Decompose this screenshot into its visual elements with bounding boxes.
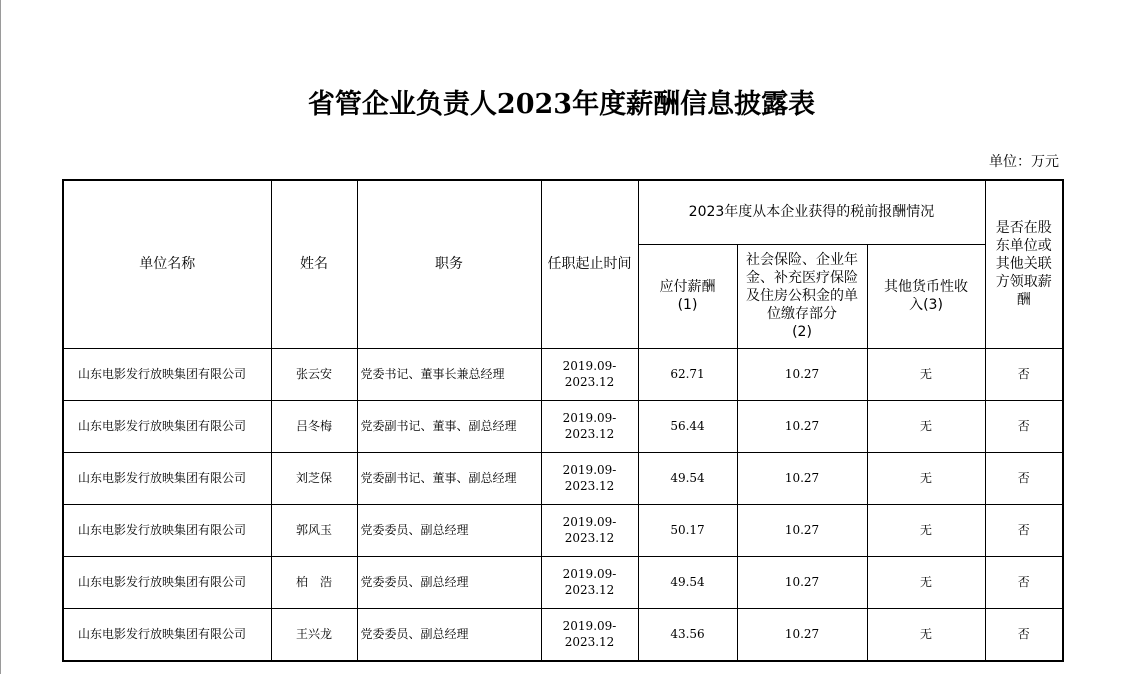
cell-social-insurance: 10.27	[737, 348, 867, 400]
cell-shareholder-pay: 否	[985, 608, 1063, 661]
header-salary: 应付薪酬 (1)	[638, 244, 737, 348]
cell-unit-name: 山东电影发行放映集团有限公司	[63, 608, 271, 661]
cell-post: 党委副书记、董事、副总经理	[357, 400, 541, 452]
cell-shareholder-pay: 否	[985, 452, 1063, 504]
table-row	[63, 556, 1063, 608]
cell-term	[541, 452, 638, 504]
table-row	[63, 504, 1063, 556]
term-start: 2019.09-	[562, 619, 617, 633]
cell-shareholder-pay: 否	[985, 348, 1063, 400]
term-start: 2019.09-	[562, 411, 617, 425]
cell-social-insurance: 10.27	[737, 504, 867, 556]
unit-label: 单位：万元	[989, 154, 1059, 170]
term-end: 2023.12	[564, 583, 615, 597]
cell-unit-name: 山东电影发行放映集团有限公司	[63, 400, 271, 452]
cell-unit-name: 山东电影发行放映集团有限公司	[63, 348, 271, 400]
header-unit-name: 单位名称	[63, 180, 271, 348]
cell-term	[541, 400, 638, 452]
cell-social-insurance: 10.27	[737, 556, 867, 608]
cell-other-income: 无	[867, 556, 985, 608]
cell-person-name: 柏 浩	[271, 556, 357, 608]
page-title: 省管企业负责人2023年度薪酬信息披露表	[307, 89, 816, 120]
header-other-income: 其他货币性收入(3)	[867, 244, 985, 348]
term-start: 2019.09-	[562, 567, 617, 581]
cell-salary: 56.44	[638, 400, 737, 452]
cell-term	[541, 556, 638, 608]
cell-person-name: 郭风玉	[271, 504, 357, 556]
header-compensation-group: 2023年度从本企业获得的税前报酬情况	[638, 180, 985, 244]
cell-social-insurance: 10.27	[737, 452, 867, 504]
cell-other-income: 无	[867, 608, 985, 661]
cell-other-income: 无	[867, 400, 985, 452]
cell-social-insurance: 10.27	[737, 400, 867, 452]
salary-table	[62, 179, 1064, 662]
cell-person-name: 吕冬梅	[271, 400, 357, 452]
cell-unit-name: 山东电影发行放映集团有限公司	[63, 556, 271, 608]
header-social-insurance: 社会保险、企业年金、补充医疗保险及住房公积金的单位缴存部分 (2)	[737, 244, 867, 348]
cell-other-income: 无	[867, 452, 985, 504]
table-row	[63, 348, 1063, 400]
cell-salary: 49.54	[638, 556, 737, 608]
term-end: 2023.12	[564, 531, 615, 545]
cell-post: 党委副书记、董事、副总经理	[357, 452, 541, 504]
term-start: 2019.09-	[562, 359, 617, 373]
term-end: 2023.12	[564, 479, 615, 493]
cell-salary: 43.56	[638, 608, 737, 661]
table-row	[63, 400, 1063, 452]
cell-other-income: 无	[867, 348, 985, 400]
term-end: 2023.12	[564, 427, 615, 441]
cell-shareholder-pay: 否	[985, 504, 1063, 556]
cell-social-insurance: 10.27	[737, 608, 867, 661]
cell-salary: 62.71	[638, 348, 737, 400]
cell-unit-name: 山东电影发行放映集团有限公司	[63, 452, 271, 504]
term-end: 2023.12	[564, 635, 615, 649]
cell-shareholder-pay: 否	[985, 400, 1063, 452]
term-start: 2019.09-	[562, 463, 617, 477]
cell-unit-name: 山东电影发行放映集团有限公司	[63, 504, 271, 556]
cell-salary: 49.54	[638, 452, 737, 504]
cell-other-income: 无	[867, 504, 985, 556]
cell-term	[541, 348, 638, 400]
term-end: 2023.12	[564, 375, 615, 389]
term-start: 2019.09-	[562, 515, 617, 529]
table-row	[63, 452, 1063, 504]
cell-person-name: 刘芝保	[271, 452, 357, 504]
header-term: 任职起止时间	[541, 180, 638, 348]
header-name: 姓名	[271, 180, 357, 348]
cell-shareholder-pay: 否	[985, 556, 1063, 608]
cell-term	[541, 608, 638, 661]
cell-post: 党委委员、副总经理	[357, 556, 541, 608]
header-post: 职务	[357, 180, 541, 348]
cell-person-name: 王兴龙	[271, 608, 357, 661]
table-row	[63, 608, 1063, 661]
cell-salary: 50.17	[638, 504, 737, 556]
header-shareholder-pay: 是否在股东单位或其他关联方领取薪酬	[985, 180, 1063, 348]
cell-post: 党委书记、董事长兼总经理	[357, 348, 541, 400]
cell-term	[541, 504, 638, 556]
cell-post: 党委委员、副总经理	[357, 608, 541, 661]
cell-person-name: 张云安	[271, 348, 357, 400]
cell-post: 党委委员、副总经理	[357, 504, 541, 556]
